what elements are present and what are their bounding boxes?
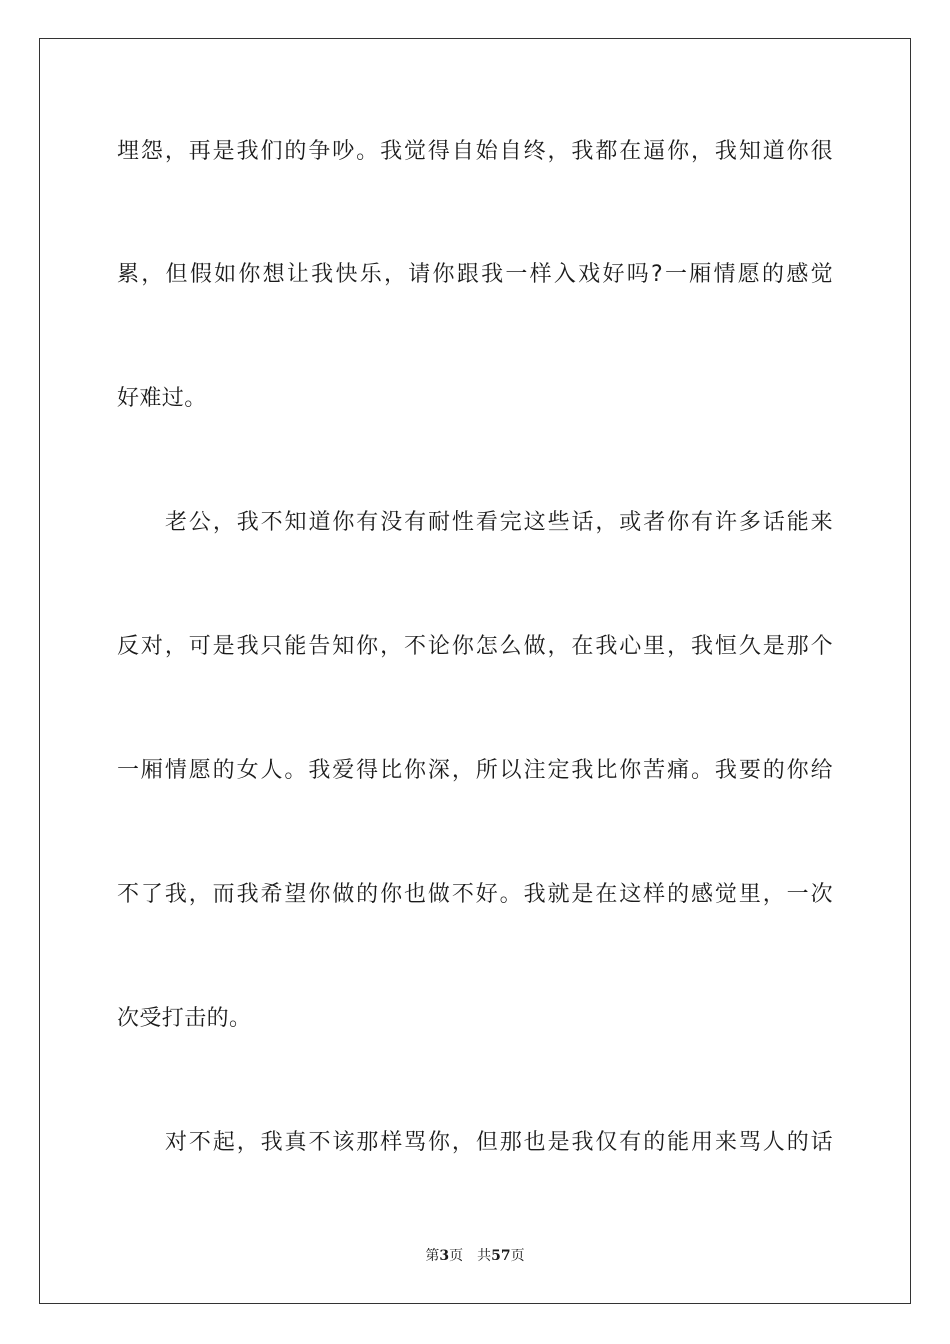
footer-page-prefix: 第 [425, 1248, 440, 1264]
page-footer [0, 1246, 950, 1266]
body-line-8: 次受打击的。 [117, 1006, 252, 1031]
body-line-3: 好难过。 [117, 386, 207, 411]
footer-total-prefix: 共 [477, 1248, 492, 1264]
body-line-6: 一厢情愿的女人。我爱得比你深，所以注定我比你苦痛。我要的你给 [117, 758, 833, 783]
body-line-2: 累，但假如你想让我快乐，请你跟我一样入戏好吗?一厢情愿的感觉 [117, 262, 833, 287]
footer-total-suffix: 页 [510, 1248, 525, 1264]
body-line-1: 埋怨，再是我们的争吵。我觉得自始自终，我都在逼你，我知道你很 [117, 139, 833, 164]
footer-page-number: 3 [439, 1248, 450, 1264]
body-line-7: 不了我，而我希望你做的你也做不好。我就是在这样的感觉里，一次 [117, 882, 833, 907]
footer-page-suffix: 页 [449, 1248, 464, 1264]
body-line-4: 老公，我不知道你有没有耐性看完这些话，或者你有许多话能来 [165, 510, 833, 535]
body-line-5: 反对，可是我只能告知你，不论你怎么做，在我心里，我恒久是那个 [117, 634, 833, 659]
body-line-9: 对不起，我真不该那样骂你，但那也是我仅有的能用来骂人的话 [165, 1130, 833, 1155]
footer-total-pages: 57 [491, 1248, 511, 1264]
page-border [39, 38, 911, 1304]
